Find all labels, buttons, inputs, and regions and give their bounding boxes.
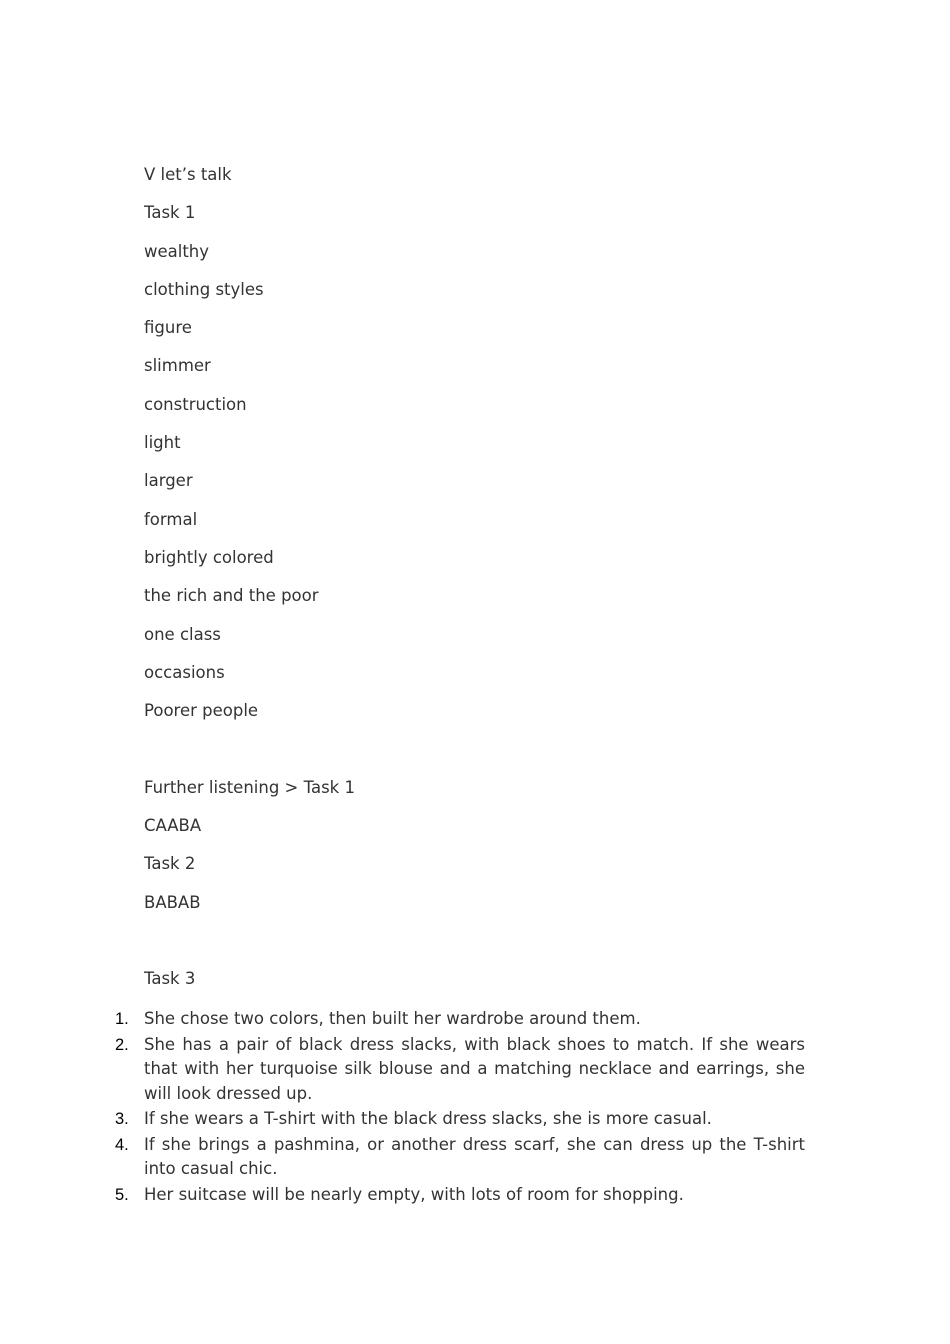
list-item-text: If she wears a T-shirt with the black dress slacks, she is more casual.	[144, 1109, 712, 1128]
list-item	[115, 1007, 805, 1032]
list-item-text: She chose two colors, then built her wardrobe around them.	[144, 1009, 641, 1028]
task1-heading: Task 1	[144, 203, 196, 222]
list-item	[115, 1133, 805, 1182]
list-item-text: Her suitcase will be nearly empty, with lots of room for shopping.	[144, 1184, 684, 1204]
list-item-text: If she brings a pashmina, or another dress scarf, she can dress up the T-shirt into casual chic.	[144, 1134, 805, 1178]
answer-3: figure	[144, 318, 192, 337]
section-title: V let’s talk	[144, 165, 232, 184]
answer-13: Poorer people	[144, 701, 259, 720]
answer-8: formal	[144, 510, 198, 529]
further-task2-heading: Task 2	[144, 854, 196, 873]
further-listening-heading: Further listening > Task 1	[144, 778, 355, 797]
list-item-text: She has a pair of black dress slacks, with black shoes to match. If she wears that with her turquoise silk blouse and a matching necklace and earrings, she will look dressed up.	[144, 1034, 805, 1103]
list-item-number: 2.	[115, 1035, 129, 1054]
answer-6: light	[144, 433, 181, 452]
answer-5: construction	[144, 395, 247, 414]
further-task1-answer: CAABA	[144, 816, 202, 835]
task3-heading: Task 3	[144, 969, 196, 988]
answer-10: the rich and the poor	[144, 586, 319, 605]
list-item	[115, 1107, 805, 1132]
list-item	[115, 1033, 805, 1107]
list-item-number: 3.	[115, 1110, 129, 1128]
list-item-number: 5.	[115, 1185, 129, 1204]
task3-answer-list	[0, 1007, 950, 1208]
answer-7: larger	[144, 471, 193, 490]
answer-12: occasions	[144, 663, 225, 682]
answer-9: brightly colored	[144, 548, 274, 567]
answer-2: clothing styles	[144, 280, 264, 299]
list-item-number: 4.	[115, 1135, 129, 1154]
list-item	[115, 1183, 805, 1208]
answer-1: wealthy	[144, 242, 210, 261]
further-task2-answer: BABAB	[144, 893, 201, 912]
answer-11: one class	[144, 625, 221, 644]
answer-4: slimmer	[144, 356, 211, 375]
list-item-number: 1.	[115, 1010, 129, 1028]
